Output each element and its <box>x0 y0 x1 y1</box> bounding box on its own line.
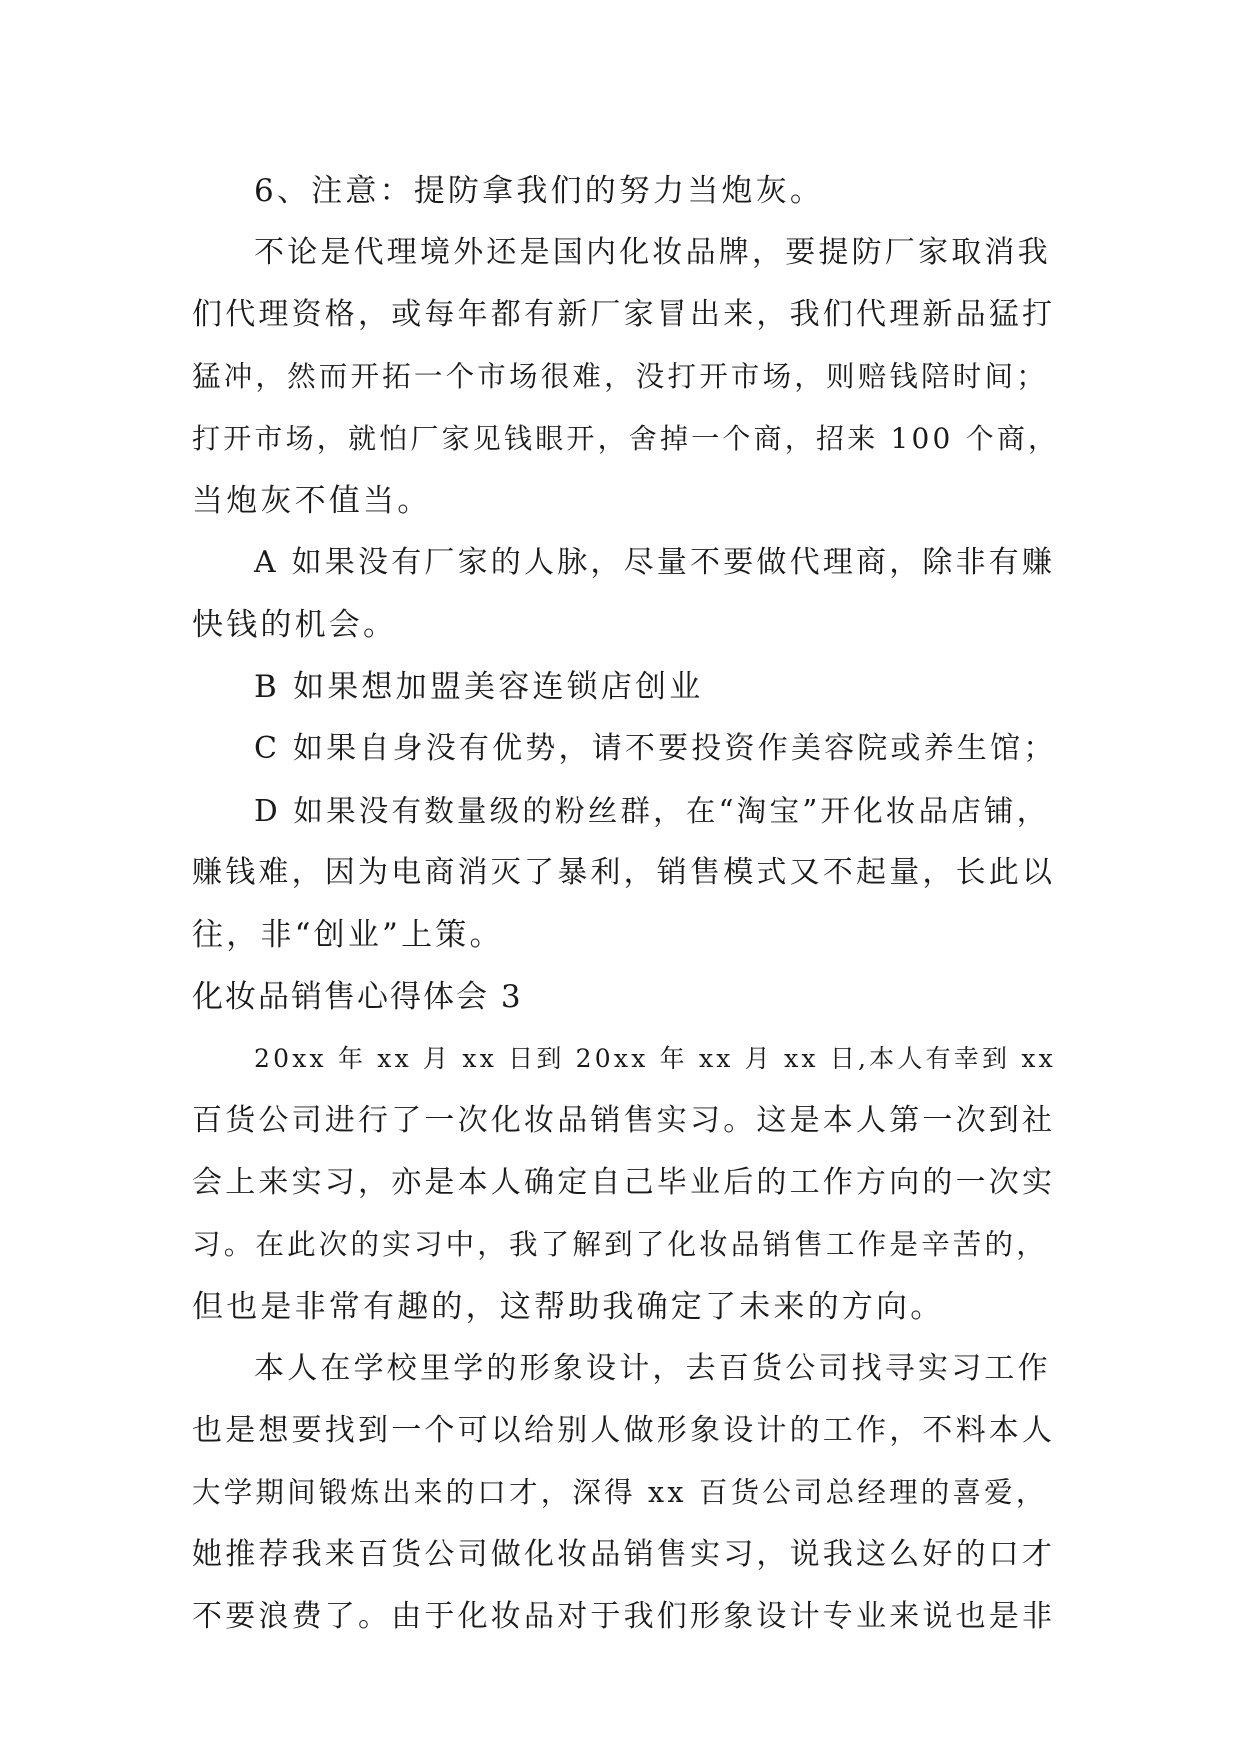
text-line: 20xx 年 xx 月 xx 日到 20xx 年 xx 月 xx 日,本人有幸到 xx <box>254 1044 1056 1073</box>
text-line: A 如果没有厂家的人脉，尽量不要做代理商，除非有赚 <box>254 545 1056 580</box>
text-line: 们代理资格，或每年都有新厂家冒出来，我们代理新品猛打 <box>192 297 1056 332</box>
document-body <box>192 160 1060 1648</box>
text-line: 不要浪费了。由于化妆品对于我们形象设计专业来说也是非 <box>192 1599 1056 1634</box>
text-line: 会上来实习，亦是本人确定自己毕业后的工作方向的一次实 <box>192 1165 1056 1200</box>
text-line: 快钱的机会。 <box>192 607 398 643</box>
text-line: C 如果自身没有优势，请不要投资作美容院或养生馆； <box>254 731 1057 766</box>
text-line: 打开市场，就怕厂家见钱眼开，舍掉一个商，招来 100 个商， <box>192 422 1060 455</box>
text-line: 大学期间锻炼出来的口才，深得 xx 百货公司总经理的喜爱， <box>192 1476 1048 1509</box>
text-line: 猛冲，然而开拓一个市场很难，没打开市场，则赔钱陪时间； <box>192 360 1048 393</box>
text-line: 赚钱难，因为电商消灭了暴利，销售模式又不起量，长此以 <box>192 855 1056 890</box>
text-line: D 如果没有数量级的粉丝群，在“淘宝”开化妆品店铺， <box>254 794 1050 828</box>
text-line: 往，非“创业”上策。 <box>192 917 504 953</box>
text-line: 她推荐我来百货公司做化妆品销售实习，说我这么好的口才 <box>192 1537 1056 1572</box>
text-line: 也是想要找到一个可以给别人做形象设计的工作，不料本人 <box>192 1413 1056 1448</box>
text-line: 当炮灰不值当。 <box>192 483 432 519</box>
text-line: 百货公司进行了一次化妆品销售实习。这是本人第一次到社 <box>192 1103 1056 1138</box>
text-line: B 如果想加盟美容连锁店创业 <box>254 669 704 705</box>
text-line: 习。在此次的实习中，我了解到了化妆品销售工作是辛苦的， <box>192 1228 1048 1261</box>
text-line: 不论是代理境外还是国内化妆品牌，要提防厂家取消我 <box>254 235 1051 270</box>
section-heading: 化妆品销售心得体会 3 <box>192 979 523 1015</box>
text-line: 但也是非常有趣的，这帮助我确定了未来的方向。 <box>192 1289 945 1325</box>
text-line: 6、注意：提防拿我们的努力当炮灰。 <box>254 173 825 209</box>
text-line: 本人在学校里学的形象设计，去百货公司找寻实习工作 <box>254 1351 1051 1386</box>
